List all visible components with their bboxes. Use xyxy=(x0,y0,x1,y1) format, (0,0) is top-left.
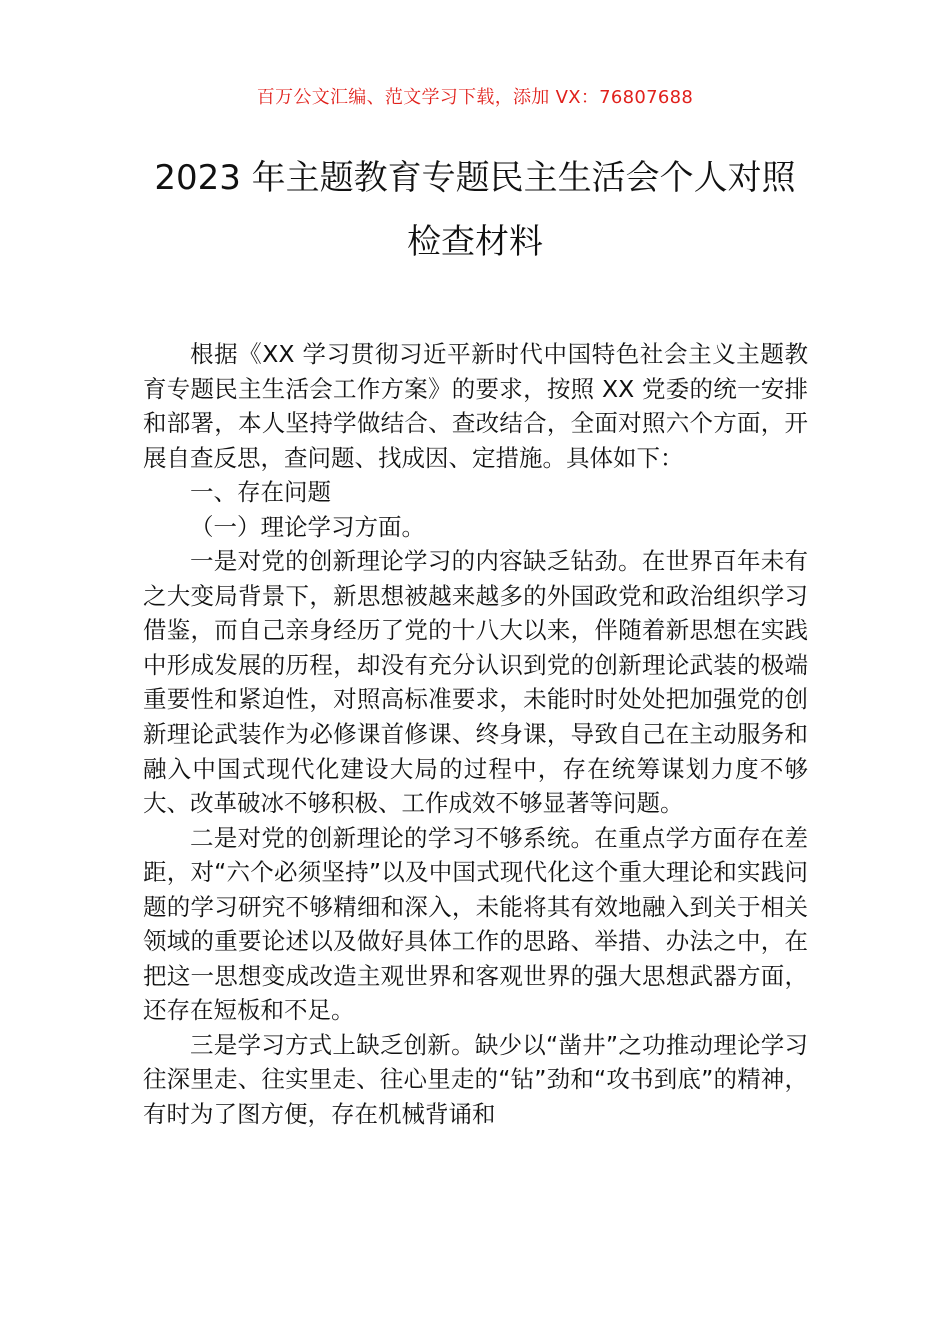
title-line-2: 检查材料 xyxy=(407,222,543,262)
intro-paragraph: 根据《XX 学习贯彻习近平新时代中国特色社会主义主题教育专题民主生活会工作方案》的要求，按照 XX 党委的统一安排和部署，本人坚持学做结合、查改结合，全面对照六个方面，开展自查反思，查问题、找成因、定措施。具体如下： xyxy=(143,340,808,472)
title-line-1: 2023 年主题教育专题民主生活会个人对照 xyxy=(154,158,796,198)
section-heading: 一、存在问题 xyxy=(190,478,331,507)
paragraph-item-3: 三是学习方式上缺乏创新。缺少以“凿井”之功推动理论学习往深里走、往实里走、往心里走的“钻”劲和“攻书到底”的精神，有时为了图方便，存在机械背诵和 xyxy=(143,1030,808,1129)
download-banner: 百万公文汇编、范文学习下载，添加 VX：76807688 xyxy=(256,87,694,108)
paragraph-item-1: 一是对党的创新理论学习的内容缺乏钻劲。在世界百年未有之大变局背景下，新思想被越来越多的外国政党和政治组织学习借鉴，而自己亲身经历了党的十八大以来，伴随着新思想在实践中形成发展的历程，却没有充分认识到党的创新理论武装的极端重要性和紧迫性，对照高标准要求，未能时时处处把加强党的创新理论武装作为必修课首修课、终身课，导致自己在主动服务和融入中国式现代化建设大局的过程中，存在统筹谋划力度不够大、改革破冰不够积极、工作成效不够显著等问题。 xyxy=(143,547,808,818)
document-body xyxy=(143,337,808,1132)
document-title xyxy=(100,146,850,274)
paragraph-item-2: 二是对党的创新理论的学习不够系统。在重点学方面存在差距，对“六个必须坚持”以及中国式现代化这个重大理论和实践问题的学习研究不够精细和深入，未能将其有效地融入到关于相关领域的重要论述以及做好具体工作的思路、举措、办法之中，在把这一思想变成改造主观世界和客观世界的强大思想武器方面，还存在短板和不足。 xyxy=(143,823,808,1025)
subsection-heading: （一）理论学习方面。 xyxy=(190,512,425,541)
